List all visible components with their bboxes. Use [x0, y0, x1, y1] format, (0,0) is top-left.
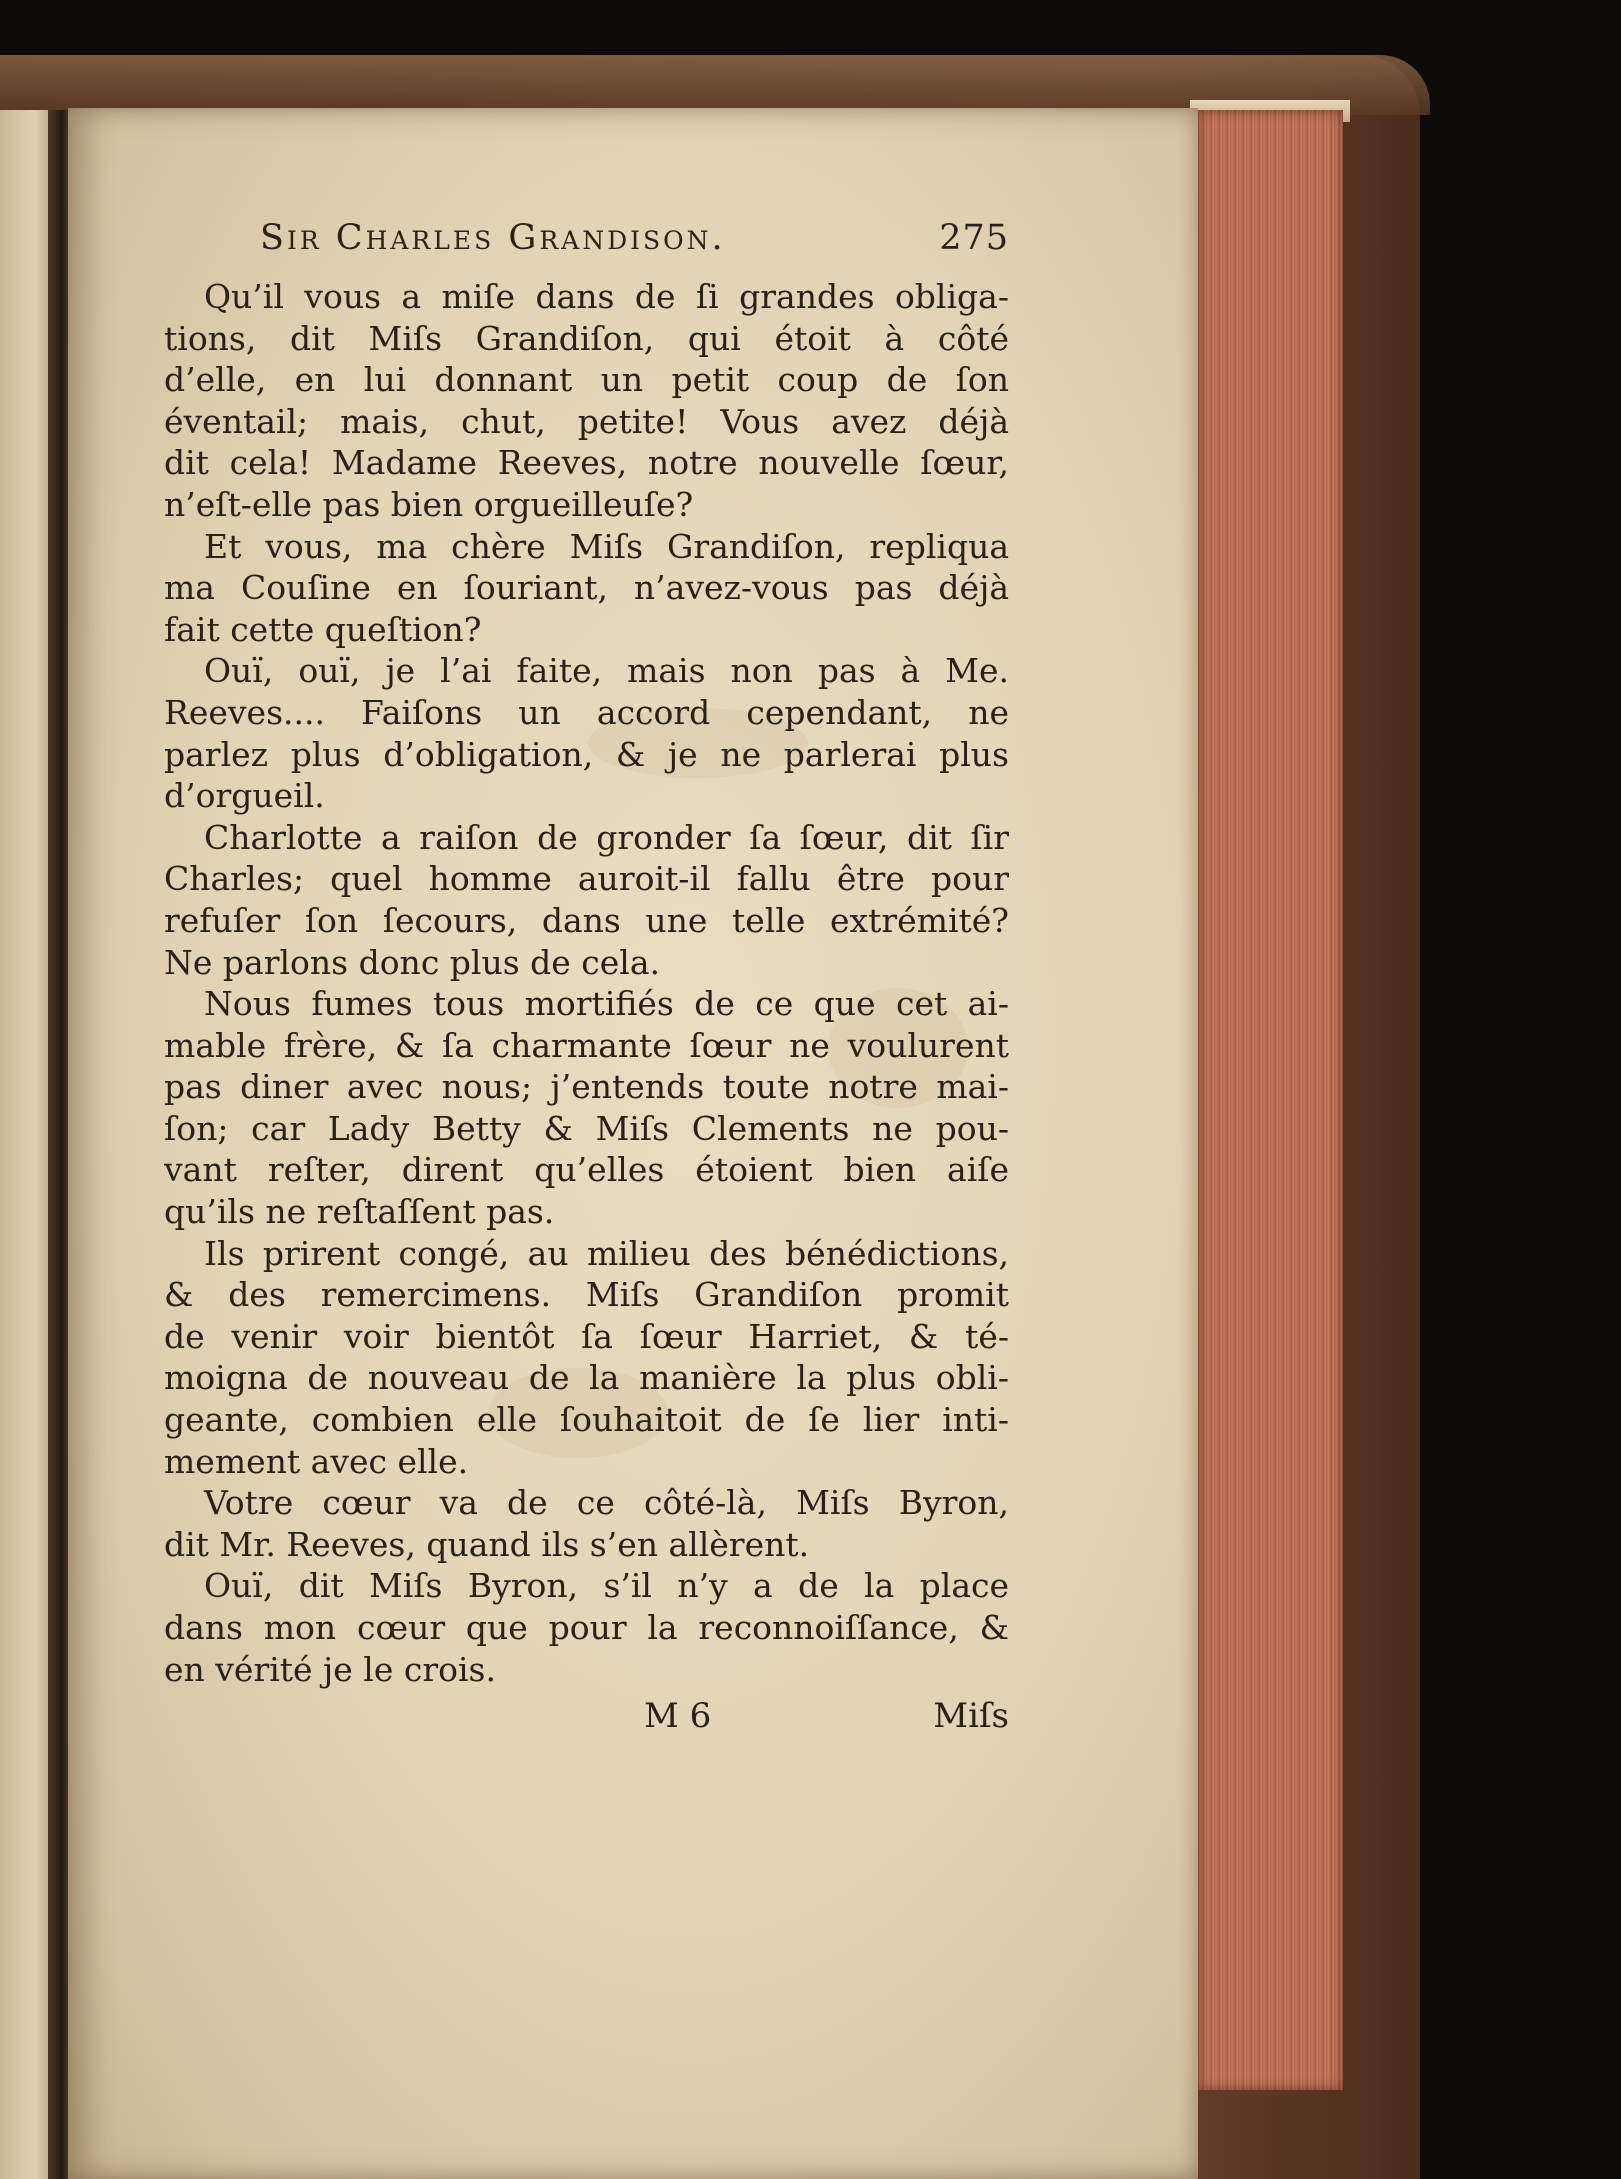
- text-line: ma Couſine en ſouriant, n’avez-vous pas déjà: [164, 568, 1009, 608]
- text-line: d’orgueil.: [164, 776, 325, 816]
- text-line: Charles; quel homme auroit-il fallu être pour: [164, 859, 1009, 899]
- text-line: Qu’il vous a miſe dans de ſi grandes obliga-: [204, 277, 1009, 316]
- catchword: Miſs: [933, 1696, 1009, 1737]
- text-line: en vérité je le crois.: [164, 1649, 496, 1689]
- text-line: éventail; mais, chut, petite! Vous avez déjà: [164, 401, 1009, 441]
- text-line: d’elle, en lui donnant un petit coup de ſon: [164, 360, 1009, 400]
- running-head: [164, 218, 1009, 276]
- text-line: Votre cœur va de ce côté-là, Miſs Byron,: [204, 1483, 1009, 1523]
- text-line: vant reſter, dirent qu’elles étoient bien aiſe: [164, 1150, 1009, 1190]
- text-line: Ne parlons donc plus de cela.: [164, 942, 661, 982]
- page-text-block: [164, 218, 1009, 1744]
- text-line: Ouï, dit Miſs Byron, s’il n’y a de la place: [204, 1566, 1009, 1606]
- red-fore-edge: [1198, 110, 1343, 2090]
- text-line: mable frère, & ſa charmante ſœur ne voulurent: [164, 1025, 1009, 1065]
- text-line: Ils prirent congé, au milieu des bénédictions,: [204, 1233, 1009, 1273]
- text-line: dit cela! Madame Reeves, notre nouvelle ſœur,: [164, 443, 1009, 483]
- text-line: Et vous, ma chère Miſs Grandiſon, repliqua: [204, 526, 1009, 566]
- page-footer: [164, 1696, 1009, 1744]
- text-line: tions, dit Miſs Grandiſon, qui étoit à côté: [164, 318, 1009, 358]
- text-line: fait cette queſtion?: [164, 609, 482, 649]
- text-line: Reeves.... Faiſons un accord cependant, ne: [164, 692, 1009, 732]
- text-line: Charlotte a raiſon de gronder ſa ſœur, dit ſir: [204, 817, 1009, 857]
- text-line: & des remercimens. Miſs Grandiſon promit: [164, 1275, 1009, 1315]
- text-line: parlez plus d’obligation, & je ne parlerai plus: [164, 734, 1009, 774]
- body-text: [164, 276, 1009, 1690]
- text-line: ſon; car Lady Betty & Miſs Clements ne pou-: [164, 1108, 1009, 1148]
- running-head-title: Sir Charles Grandison.: [260, 218, 726, 258]
- text-line: qu’ils ne reſtaſſent pas.: [164, 1192, 555, 1232]
- text-line: moigna de nouveau de la manière la plus obli-: [164, 1358, 1009, 1398]
- text-line: n’eſt-elle pas bien orgueilleuſe?: [164, 484, 694, 524]
- signature-mark: M 6: [644, 1696, 712, 1737]
- text-line: pas diner avec nous; j’entends toute notre mai-: [164, 1067, 1009, 1107]
- text-line: dit Mr. Reeves, quand ils s’en allèrent.: [164, 1524, 810, 1564]
- text-line: Nous fumes tous mortifiés de ce que cet ai-: [204, 984, 1009, 1024]
- page-number: 275: [939, 218, 1009, 258]
- text-line: refuſer ſon ſecours, dans une telle extrémité?: [164, 900, 1009, 940]
- text-line: mement avec elle.: [164, 1441, 469, 1481]
- text-line: dans mon cœur que pour la reconnoiſſance, &: [164, 1608, 1009, 1647]
- text-line: de venir voir bientôt ſa ſœur Harriet, & té-: [164, 1316, 1009, 1356]
- text-line: Ouï, ouï, je l’ai faite, mais non pas à Me.: [204, 651, 1009, 691]
- text-line: geante, combien elle ſouhaitoit de ſe lier inti-: [164, 1400, 1009, 1440]
- text-lines: [164, 276, 1009, 1690]
